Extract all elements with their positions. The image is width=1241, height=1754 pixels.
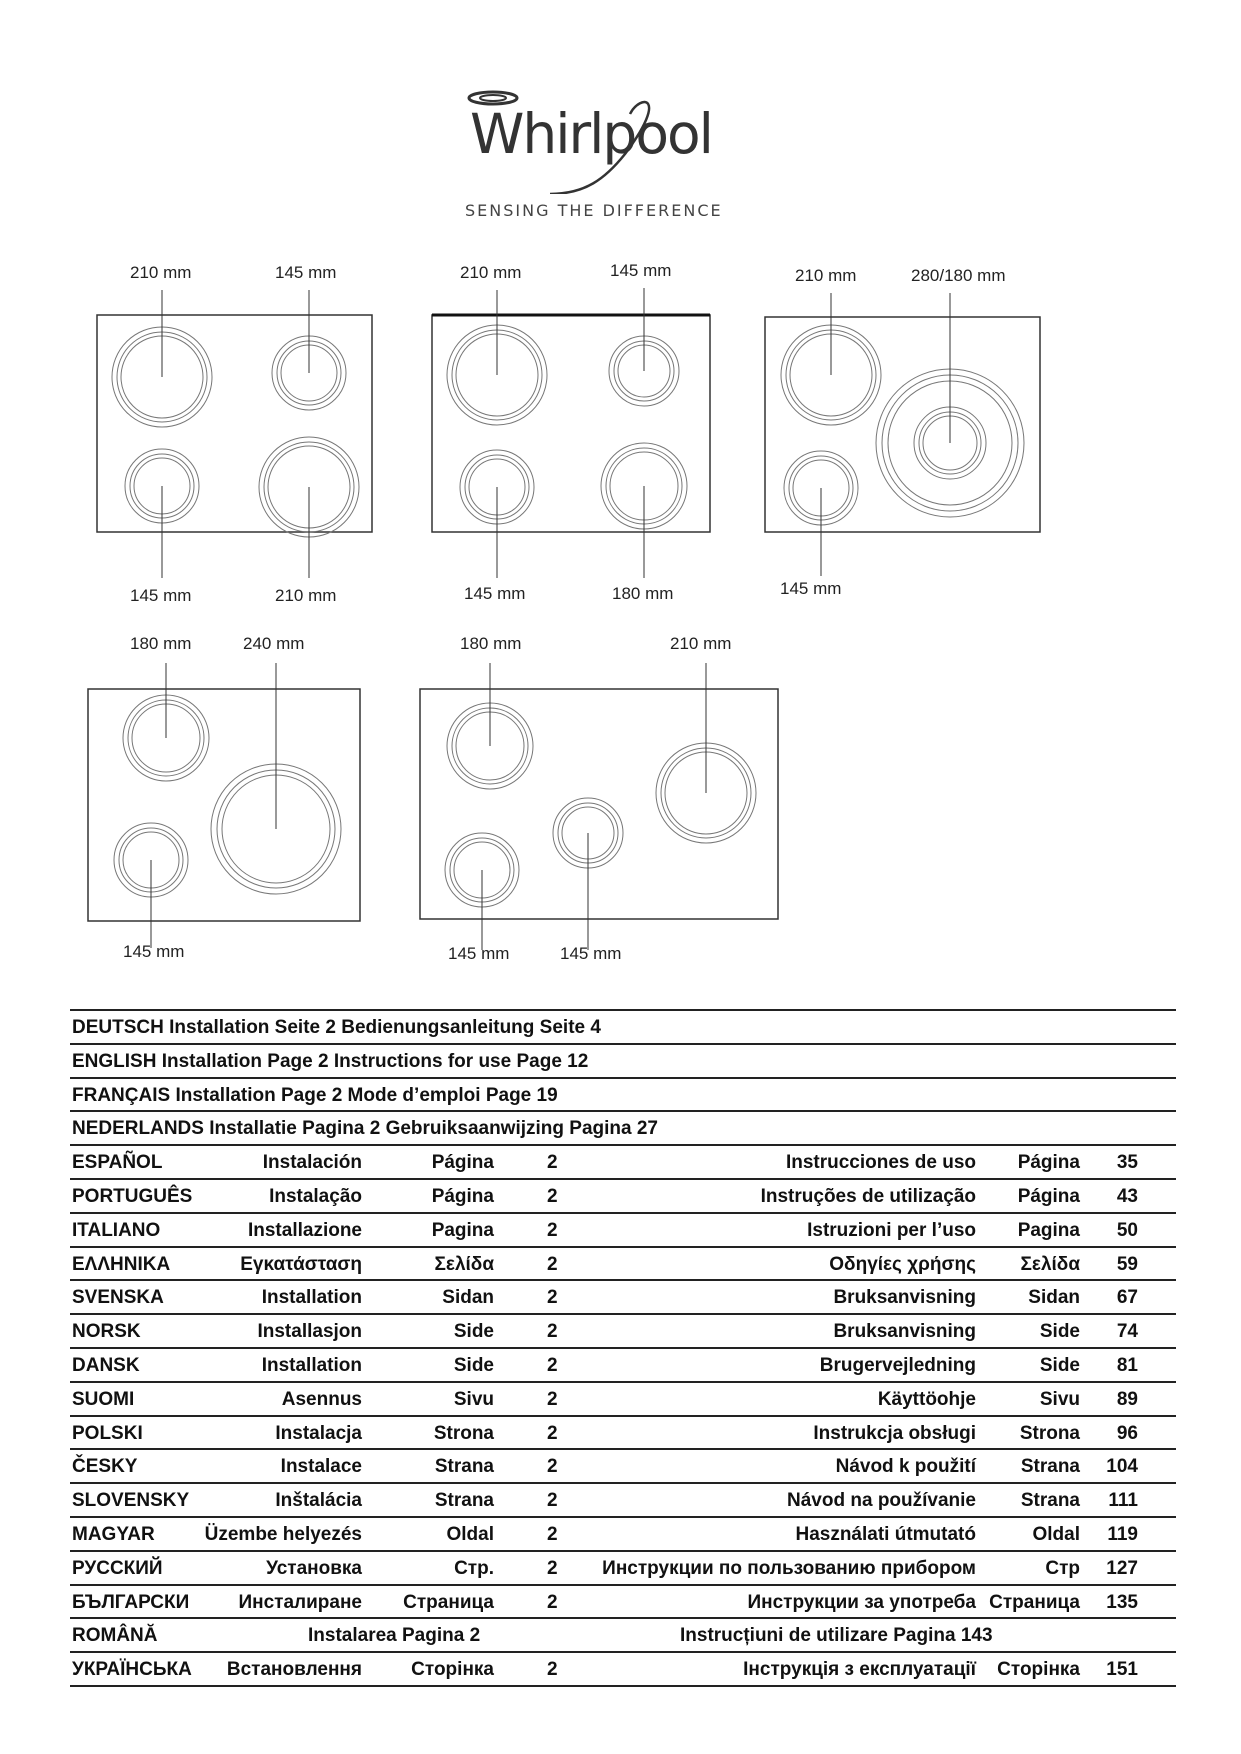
language-name: РУССКИЙ [72, 1557, 163, 1579]
installation-label: Installasjon [257, 1321, 362, 1343]
whirlpool-logo [455, 84, 725, 220]
page-word: Sidan [1028, 1287, 1080, 1309]
table-row [70, 1281, 1176, 1315]
installation-label: Instalação [269, 1185, 362, 1207]
instructions-label: Bruksanvisning [833, 1287, 976, 1309]
page-number: 2 [547, 1152, 558, 1174]
language-index-table [70, 1009, 1176, 1687]
table-row [70, 1248, 1176, 1282]
instructions-label: Bruksanvisning [833, 1321, 976, 1343]
instructions-label: Návod k použití [835, 1456, 976, 1478]
language-entry: DEUTSCH Installation Seite 2 Bedienungsanleitung Seite 4 [72, 1017, 601, 1038]
language-name: ČESKY [72, 1456, 138, 1478]
table-row [70, 1112, 1176, 1146]
hob-2-drawing [432, 260, 717, 600]
table-row [70, 1484, 1176, 1518]
page-word: Стр [1045, 1557, 1080, 1579]
page-word: Página [431, 1152, 494, 1174]
dim-label: 145 mm [275, 263, 337, 282]
page-number: 2 [547, 1219, 558, 1241]
installation-label: Üzembe helyezés [204, 1523, 362, 1545]
brand-name: Whirlpool [470, 102, 712, 166]
dim-label: 210 mm [670, 634, 732, 653]
language-name: ΕΛΛΗΝΙΚΑ [72, 1253, 171, 1275]
installation-label: Installazione [247, 1219, 362, 1241]
hob-diagram-3 [765, 260, 1045, 600]
page-number: 151 [1106, 1659, 1138, 1681]
table-row [70, 1450, 1176, 1484]
page-number: 89 [1116, 1388, 1138, 1410]
page-number: 2 [547, 1388, 558, 1410]
installation-label: Установка [266, 1557, 362, 1579]
page-number: 2 [547, 1557, 558, 1579]
language-name: ESPAÑOL [72, 1152, 163, 1174]
page-number: 127 [1106, 1557, 1138, 1579]
page-number: 50 [1116, 1219, 1138, 1241]
page-word: Strana [1020, 1490, 1080, 1512]
dim-label: 240 mm [243, 634, 305, 653]
page-word: Sivu [453, 1388, 494, 1410]
instructions-label: Instrucțiuni de utilizare Pagina 143 [680, 1625, 993, 1647]
language-entry: FRANÇAIS Installation Page 2 Mode d’emploi Page 19 [72, 1084, 558, 1106]
table-row [70, 1383, 1176, 1417]
page-word: Side [453, 1354, 494, 1376]
instructions-label: Használati útmutató [795, 1523, 976, 1545]
page-number: 119 [1107, 1523, 1138, 1545]
instructions-label: Інструкція з експлуатації [743, 1659, 976, 1681]
dim-label: 145 mm [130, 586, 192, 605]
page-number: 74 [1116, 1321, 1138, 1343]
page-number: 59 [1116, 1253, 1138, 1275]
installation-label: Εγκατάσταση [240, 1253, 362, 1275]
dim-label: 145 mm [780, 579, 842, 598]
installation-label: Инсталиране [238, 1591, 362, 1613]
page-word: Página [1017, 1185, 1080, 1207]
page-word: Страница [989, 1591, 1080, 1613]
page-word: Página [431, 1185, 494, 1207]
page-word: Página [1017, 1152, 1080, 1174]
instructions-label: Istruzioni per l’uso [807, 1219, 976, 1241]
page-number: 2 [547, 1523, 558, 1545]
page-number: 104 [1106, 1456, 1138, 1478]
page-number: 35 [1116, 1152, 1138, 1174]
hob-3-drawing [765, 260, 1045, 600]
page-number: 2 [547, 1456, 558, 1478]
page-word: Σελίδα [434, 1253, 494, 1275]
language-name: NORSK [72, 1321, 141, 1343]
table-row [70, 1214, 1176, 1248]
dim-label: 180 mm [460, 634, 522, 653]
page-word: Сторінка [411, 1659, 494, 1681]
table-row [70, 1619, 1176, 1653]
hob-diagram-4 [88, 630, 368, 970]
instructions-label: Instruções de utilização [760, 1185, 976, 1207]
page-word: Страница [403, 1591, 494, 1613]
installation-label: Instalarea Pagina 2 [308, 1625, 481, 1647]
instructions-label: Οδηγίες χρήσης [829, 1253, 976, 1275]
language-name: ITALIANO [72, 1219, 161, 1241]
installation-label: Встановлення [226, 1659, 362, 1681]
page-number: 2 [547, 1321, 558, 1343]
page-number: 2 [547, 1659, 558, 1681]
page-word: Pagina [1017, 1219, 1080, 1241]
installation-label: Instalace [280, 1456, 362, 1478]
page-word: Side [453, 1321, 494, 1343]
installation-label: Inštalácia [275, 1490, 362, 1512]
language-name: DANSK [72, 1354, 140, 1376]
language-name: ROMÂNĂ [72, 1625, 158, 1647]
dim-label: 210 mm [275, 586, 337, 605]
page-number: 111 [1108, 1490, 1138, 1512]
page-word: Pagina [431, 1219, 494, 1241]
page-number: 81 [1116, 1354, 1138, 1376]
language-name: PORTUGUÊS [72, 1185, 193, 1207]
instructions-label: Návod na používanie [787, 1490, 976, 1512]
table-row [70, 1586, 1176, 1620]
table-row [70, 1009, 1176, 1045]
dim-label: 145 mm [123, 942, 185, 961]
language-entry: NEDERLANDS Installatie Pagina 2 Gebruiksaanwijzing Pagina 27 [72, 1118, 658, 1140]
page-number: 96 [1116, 1422, 1138, 1444]
dim-label: 145 mm [560, 944, 622, 963]
page-word: Strana [434, 1490, 494, 1512]
dim-label: 145 mm [448, 944, 510, 963]
instructions-label: Instrukcja obsługi [813, 1422, 976, 1444]
page-word: Side [1039, 1321, 1080, 1343]
hob-1-drawing [97, 260, 377, 600]
language-name: MAGYAR [72, 1523, 155, 1545]
brand-tagline: SENSING THE DIFFERENCE [465, 201, 723, 220]
hob-diagram-2 [432, 260, 717, 603]
page-number: 2 [547, 1253, 558, 1275]
language-name: POLSKI [72, 1422, 143, 1444]
page-word: Sivu [1039, 1388, 1080, 1410]
hob-4-drawing [88, 630, 368, 970]
hob-diagram-5 [420, 630, 790, 970]
page-word: Sidan [442, 1287, 494, 1309]
language-name: SVENSKA [72, 1287, 164, 1309]
table-row [70, 1045, 1176, 1079]
dim-label: 210 mm [795, 266, 857, 285]
page-word: Oldal [1032, 1523, 1080, 1545]
page-number: 2 [547, 1490, 558, 1512]
page-number: 43 [1116, 1185, 1138, 1207]
dim-label: 210 mm [130, 263, 192, 282]
instructions-label: Käyttöohje [877, 1388, 976, 1410]
page-word: Стр. [454, 1557, 494, 1579]
page-word: Side [1039, 1354, 1080, 1376]
table-row [70, 1315, 1176, 1349]
instructions-label: Brugervejledning [819, 1354, 976, 1376]
dim-label: 145 mm [464, 584, 526, 603]
page-number: 2 [547, 1185, 558, 1207]
page-word: Σελίδα [1020, 1253, 1080, 1275]
table-row [70, 1146, 1176, 1180]
page-number: 2 [547, 1354, 558, 1376]
instructions-label: Instrucciones de uso [785, 1152, 976, 1174]
page-number: 67 [1116, 1287, 1138, 1309]
dim-label: 280/180 mm [911, 266, 1006, 285]
instructions-label: Инструкции за употреба [747, 1591, 976, 1613]
page-word: Strona [1019, 1422, 1080, 1444]
language-name: SUOMI [72, 1388, 135, 1410]
table-row [70, 1653, 1176, 1687]
language-name: БЪЛГАРСКИ [72, 1591, 190, 1613]
instructions-label: Инструкции по пользованию прибором [602, 1557, 976, 1579]
page-word: Strona [433, 1422, 494, 1444]
dim-label: 145 mm [610, 261, 672, 280]
table-row [70, 1417, 1176, 1451]
page-word: Сторінка [997, 1659, 1080, 1681]
page-number: 2 [547, 1591, 558, 1613]
table-row [70, 1349, 1176, 1383]
page-number: 2 [547, 1287, 558, 1309]
dim-label: 210 mm [460, 263, 522, 282]
installation-label: Asennus [281, 1388, 362, 1410]
hob-5-drawing [420, 630, 790, 970]
dim-label: 180 mm [612, 584, 674, 603]
language-name: УКРАЇНСЬКА [72, 1659, 192, 1681]
installation-label: Instalacja [275, 1422, 362, 1444]
table-row [70, 1079, 1176, 1113]
installation-label: Installation [261, 1354, 362, 1376]
page-number: 2 [547, 1422, 558, 1444]
dim-label: 180 mm [130, 634, 192, 653]
table-row [70, 1180, 1176, 1214]
page-word: Strana [1020, 1456, 1080, 1478]
table-row [70, 1518, 1176, 1552]
installation-label: Installation [261, 1287, 362, 1309]
table-row [70, 1552, 1176, 1586]
language-entry: ENGLISH Installation Page 2 Instructions for use Page 12 [72, 1050, 589, 1072]
hob-diagram-1 [97, 260, 377, 605]
page-word: Strana [434, 1456, 494, 1478]
language-name: SLOVENSKY [72, 1490, 190, 1512]
page-word: Oldal [446, 1523, 494, 1545]
installation-label: Instalación [262, 1152, 362, 1174]
page-number: 135 [1106, 1591, 1138, 1613]
